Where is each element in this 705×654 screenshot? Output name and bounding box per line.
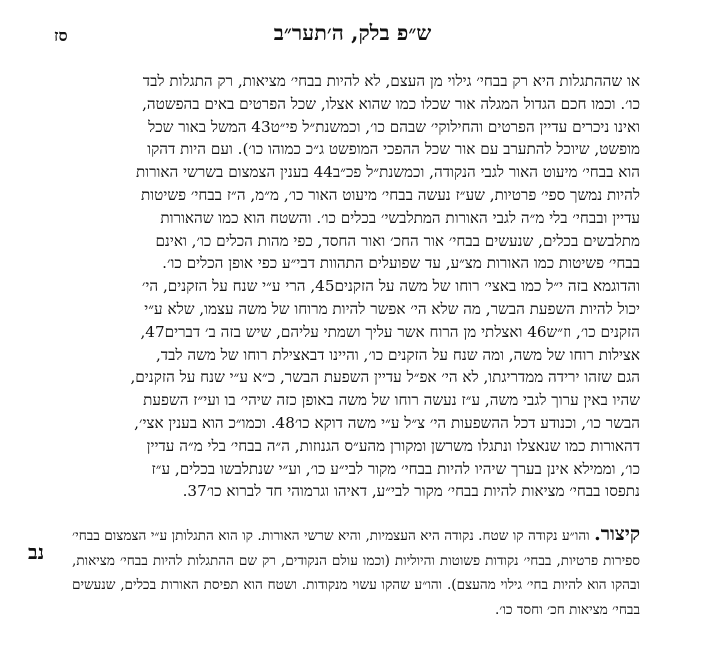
text-line: שהיו באין ערוך לגבי משה, ע״ז נעשה רוחו של משה באופן כזה שיהי׳ בו ועי״ז השפעת	[143, 391, 640, 410]
text-line: הוא בבחי׳ מיעוט האור לגבי הנקודה, וכמשנת״ל פכ״ב44 בענין הצמצום בשרשי האורות	[135, 163, 640, 182]
text-line: נתפסו בבחי׳ מציאות להיות בבחי׳ מקור לבי״ע, דאיהו וגרמוהי חד לברוא כו׳37.	[182, 482, 640, 501]
margin-section-number: נב	[28, 540, 45, 564]
text-line: להיות נמשך ספי׳ פרטיות, שע״ז נעשה בבחי׳ מיעוט האור כו׳, מ״מ, ה״ז בבחי׳ פשיטות	[141, 185, 640, 204]
text-line: או שההתגלות היא רק בבחי׳ גילוי מן העצם, לא להיות בבחי׳ מציאות, רק התגלות לבד	[142, 72, 640, 90]
text-line: הגם שזהו ירידה ממדריגתו, לא הי׳ אפ״ל עדיין השפעת הבשר, כ״א ע״י שנח על הזקנים,	[130, 368, 640, 387]
summary-paragraph	[72, 522, 640, 622]
summary-label: קיצור.	[594, 523, 640, 545]
main-text	[72, 70, 640, 503]
text-line: יכול להיות השפעת הבשר, מה שלא הי׳ אפשר להיות מרוחו של משה עצמו, שלא ע״י	[144, 299, 640, 318]
summary-text: והו״ע נקודה קו שטח. נקודה היא העצמיות, והיא שרשי האורות. קו הוא התגלותן ע״י הצמצום בבחי׳ ספירות פרטיות, בבחי׳ נקודות פשוטות והיוליות (וכמו עולם הנקודים, רק שם ההתגלות להיות בבחי׳ מציאות, ובהקו הוא להיות בחי׳ גילוי מהעצם). והו״ע שהקו עשוי מנקודות. ושטח הוא תפיסת האורות בכלים, שנעשים בבחי׳ מציאות חכ׳ וחסד כו׳.	[72, 528, 640, 618]
text-line: כו׳, וממילא אינן בערך שיהיו להיות בבחי׳ מקור לבי״ע כו׳, וע״י שנתלבשו בכלים, ע״ז	[151, 459, 640, 478]
text-line: עדיין ובבחי׳ בלי מ״ה לגבי האורות המתלבשי׳ בכלים כו׳. והשטח הוא כמו שהאורות	[160, 208, 640, 227]
text-line: הבשר כו׳, וכנודע דכל ההשפעות הי׳ צ״ל ע״י משה דוקא כו׳48. וכמו״כ הוא בענין אצי׳,	[134, 413, 640, 432]
page-header-title: ש״פ בלק, ה׳תער״ב	[273, 20, 432, 45]
page-number: סז	[54, 26, 68, 45]
text-line: דהאורות כמו שנאצלו ונתגלו משרשן ומקורן מהע״ס הגנוזות, ה״ה בבחי׳ בלי מ״ה עדיין	[146, 436, 640, 455]
text-line: ואינו ניכרים עדיין הפרטים והחילוקי׳ שבהם כו׳, וכמשנת״ל פי״ט43 המשל באור שכל	[148, 117, 640, 136]
text-line: מתלבשים בכלים, שנעשים בבחי׳ אור החכ׳ ואור החסד, כפי מהות הכלים כו׳, ואינם	[155, 231, 640, 250]
text-line: בבחי׳ פשיטות כמו האורות מצ״ע, עד שפועלים התהוות דבי״ע כפי אופן הכלים כו׳.	[162, 254, 640, 273]
text-line: מופשט, שיוכל להתערב עם אור שכל ההפכי המופשט ג״כ כמוהו כו׳). ועם היות דהקו	[147, 140, 640, 159]
text-line: אצילות רוחו של משה, ומה שנח על הזקנים כו׳, והיינו דבאצילת רוחו של משה לבד,	[155, 345, 640, 364]
text-line: הזקנים כו׳, וז״ש46 ואצלתי מן הרוח אשר עליך ושמתי עליהם, שיש בזה ב׳ דברים47,	[140, 322, 640, 341]
text-line: כו׳. וכמו חכם הגדול המגלה אור שכלו כמו שהוא אצלו, שכל הפרטים באים בהפשטה,	[142, 94, 640, 113]
text-line: והדוגמא בזה י״ל כמו באצי׳ רוחו של משה על הזקנים45, הרי ע״י שנח על הזקנים, הי׳	[141, 277, 640, 296]
